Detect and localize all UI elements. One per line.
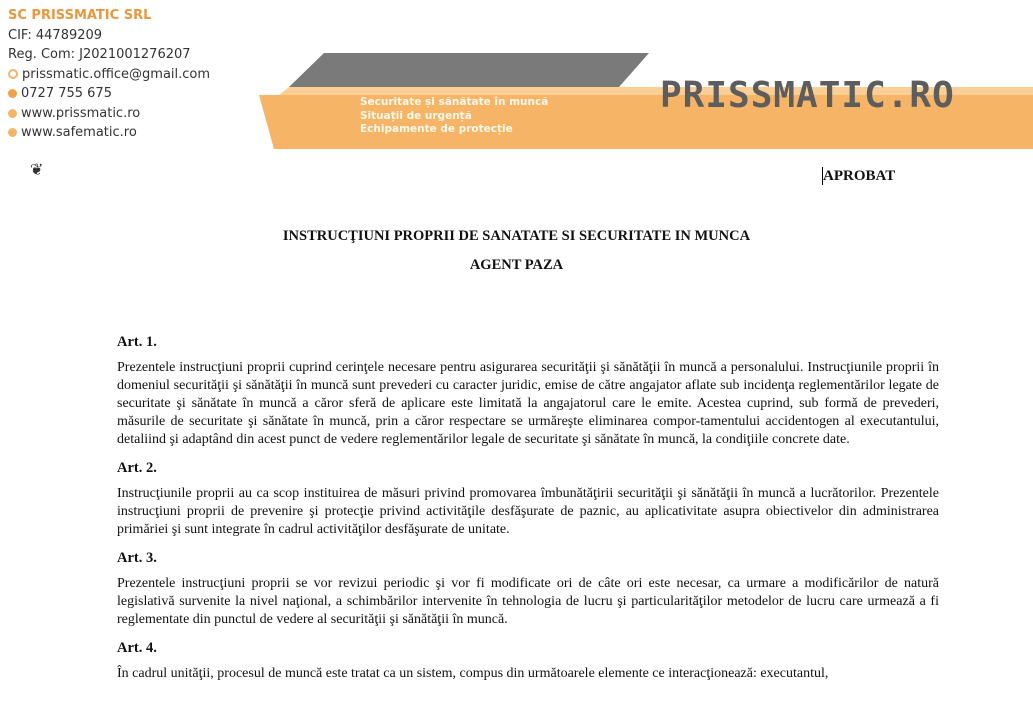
company-reg-com: Reg. Com: J2021001276207	[8, 47, 191, 62]
article-heading: Art. 3.	[117, 550, 157, 566]
banner-line-3: Echipamente de protecție	[360, 123, 513, 135]
banner-gray-band	[289, 53, 649, 87]
approval-label: APROBAT	[823, 168, 896, 184]
document-body	[117, 333, 939, 693]
company-phone-line	[8, 84, 210, 104]
globe-icon	[8, 128, 17, 137]
document-subtitle: AGENT PAZA	[469, 257, 564, 273]
banner-line-1: Securitate și sănătate în muncă	[360, 96, 549, 108]
company-email[interactable]: prissmatic.office@gmail.com	[22, 66, 211, 82]
company-phone[interactable]: 0727 755 675	[21, 86, 112, 101]
article-heading: Art. 2.	[117, 460, 157, 476]
article-paragraph: În cadrul unităţii, procesul de muncă este tratat ca un sistem, compus din următoarele elemente ce interacţionează: executantul,	[117, 666, 829, 681]
email-icon	[8, 69, 18, 79]
globe-icon	[8, 109, 17, 118]
brand-name: PRISSMATIC.RO	[660, 75, 955, 116]
article-paragraph: Prezentele instrucţiuni proprii cuprind cerinţele necesare pentru asigurarea securităţii şi sănătăţii în muncă a personalului. Instrucţiunile proprii în domeniul securităţii şi sănătăţii în muncă sunt prevederi cu caracter juridic, emise de către angajator aflate sub incidenţa reglementărilor legate de securitate şi sănătate în muncă a căror sferă de aplicare este limitată la angajatorul care le emite. Acestea cuprind, sub formă de prevederi, măsurile de securitate şi sănătate în muncă, prin a căror respectare se urmăreşte eliminarea compor-tamentului accidentogen al executantului, detaliind şi adaptând din acest punct de vedere reglementărilor legale de securitate şi sănătate în muncă, la condiţiile concrete date.	[117, 360, 939, 447]
company-website2-line	[8, 123, 210, 143]
phone-icon	[8, 89, 17, 98]
company-website1[interactable]: www.prissmatic.ro	[21, 105, 141, 121]
company-cif: CIF: 44789209	[8, 27, 103, 43]
company-website2[interactable]: www.safematic.ro	[21, 125, 137, 140]
signature-mark: ❦	[30, 160, 44, 179]
document-title: INSTRUCŢIUNI PROPRII DE SANATATE SI SECURITATE IN MUNCA	[282, 228, 751, 244]
article-heading: Art. 4.	[117, 640, 157, 656]
company-name: SC PRISSMATIC SRL	[8, 8, 152, 23]
banner-text	[360, 96, 548, 137]
company-info	[8, 6, 210, 143]
article-paragraph: Instrucţiunile proprii au ca scop instituirea de măsuri privind promovarea îmbunătăţirii securităţii şi sănătăţii în muncă a lucrătorilor. Prezentele instrucţiuni proprii de prevenire şi protecţie privind activităţile desfăşurate de paznic, au aplicativitate asupra obiectivelor din administrarea primăriei şi sunt integrate în cadrul activităţilor desfăşurate de unitate.	[117, 486, 939, 537]
company-email-line	[8, 65, 210, 85]
article-heading: Art. 1.	[117, 334, 157, 350]
banner-line-2: Situații de urgență	[360, 109, 472, 122]
article-paragraph: Prezentele instrucţiuni proprii se vor revizui periodic şi vor fi modificate ori de câte ori este necesar, ca urmare a modificărilor de natură legislativă survenite la nivel naţional, a schimbărilor intervenite în tehnologia de lucru şi particularităţilor metodelor de lucru care urmează a fi reglementate din punctul de vedere al securităţii şi sănătăţii în muncă.	[117, 576, 939, 627]
company-website1-line	[8, 104, 210, 124]
